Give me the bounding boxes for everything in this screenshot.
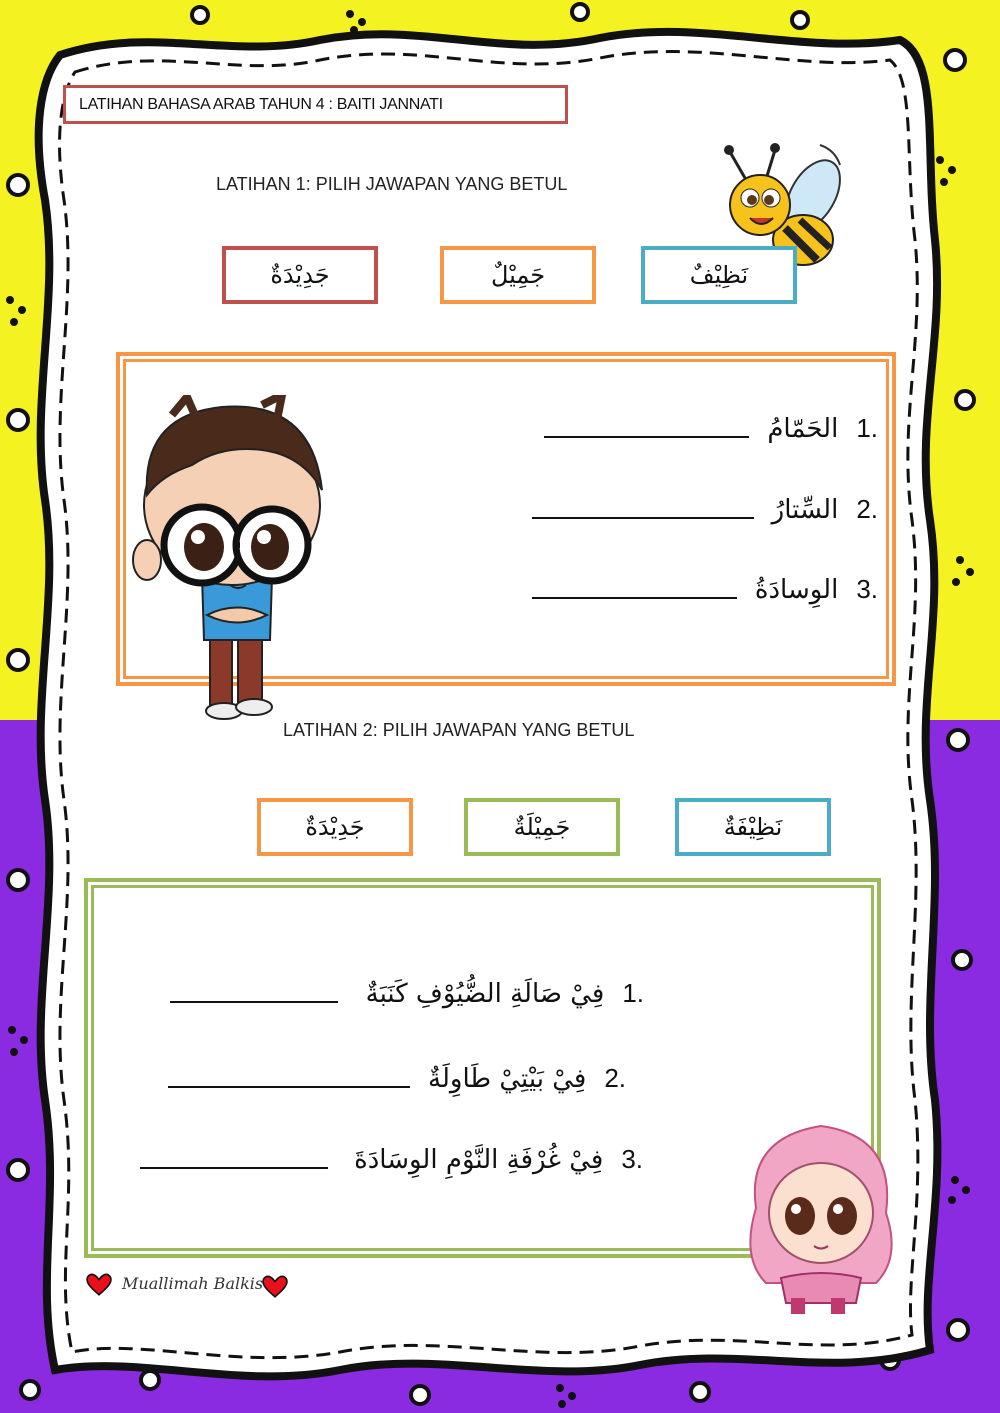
question-text: فِيْ بَيْتِيْ طَاوِلَةٌ [428, 1064, 587, 1094]
answer-blank[interactable] [532, 515, 754, 519]
ex2-question-2 [168, 1063, 626, 1094]
heart-icon [262, 1274, 288, 1300]
answer-blank[interactable] [140, 1165, 328, 1169]
ex1-option-jamil[interactable]: جَمِيْلٌ [440, 246, 596, 304]
question-number: 2. [604, 1063, 626, 1093]
girl-in-hijab-illustration [736, 1118, 906, 1318]
ex1-option-nazif[interactable]: نَظِيْفٌ [641, 246, 797, 304]
answer-blank[interactable] [168, 1084, 410, 1088]
ex1-option-jadidah[interactable]: جَدِيْدَةٌ [222, 246, 378, 304]
exercise1-heading: LATIHAN 1: PILIH JAWAPAN YANG BETUL [216, 174, 568, 194]
question-number: 3. [621, 1144, 643, 1174]
question-text: فِيْ صَالَةِ الضُّيُوْفِ كَنَبَةٌ [365, 979, 605, 1009]
ex1-question-1 [544, 413, 878, 444]
ex2-question-3 [140, 1144, 643, 1175]
ex2-option-jamilah[interactable]: جَمِيْلَةٌ [464, 798, 620, 856]
question-number: 3. [856, 574, 878, 604]
ex2-option-jadidah[interactable]: جَدِيْدَةٌ [257, 798, 413, 856]
exercise2-heading: LATIHAN 2: PILIH JAWAPAN YANG BETUL [283, 720, 635, 740]
ex1-question-3 [532, 574, 878, 605]
question-number: 1. [856, 413, 878, 443]
ex2-question-1 [170, 978, 644, 1009]
answer-blank[interactable] [170, 999, 338, 1003]
answer-blank[interactable] [544, 434, 749, 438]
question-text: الوِسادَةُ [754, 575, 839, 605]
question-text: السِّتارُ [771, 495, 839, 525]
question-text: الحَمّامُ [767, 414, 839, 444]
question-number: 1. [622, 978, 644, 1008]
answer-blank[interactable] [532, 595, 737, 599]
heart-icon [86, 1272, 112, 1298]
question-number: 2. [856, 494, 878, 524]
ex2-option-nazifah[interactable]: نَظِيْفَةٌ [675, 798, 831, 856]
credit-text: Muallimah Balkis [122, 1274, 264, 1293]
worksheet-title: LATIHAN BAHASA ARAB TAHUN 4 : BAITI JANNATI [63, 85, 568, 124]
question-text: فِيْ غُرْفَةِ النَّوْمِ الوِسَادَةَ [354, 1145, 604, 1175]
boy-with-glasses-illustration [112, 395, 332, 725]
ex1-question-2 [532, 494, 878, 525]
